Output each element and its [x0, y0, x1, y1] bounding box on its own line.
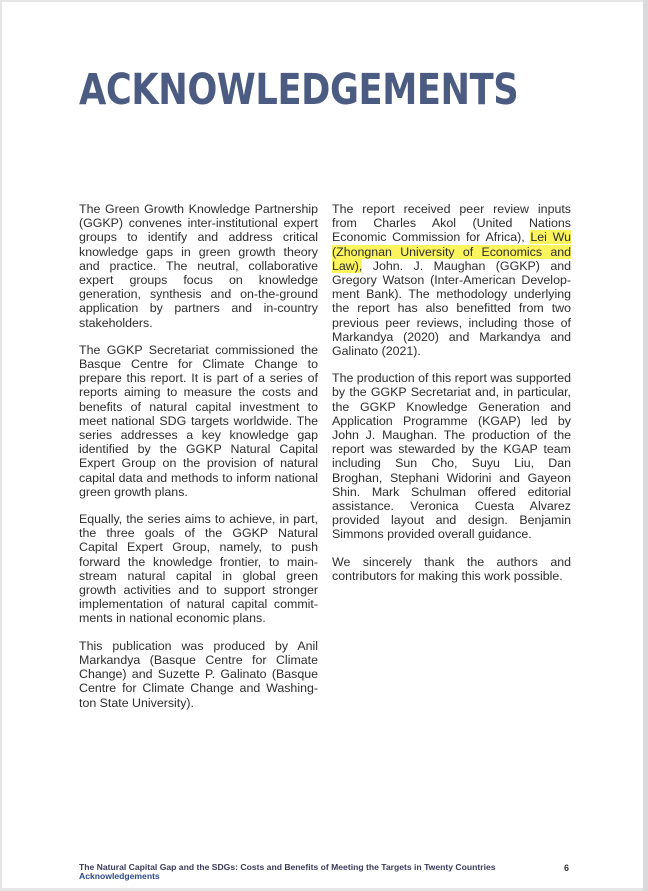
document-page: [2, 2, 643, 888]
page-title: ACKNOWLEDGEMENTS: [79, 65, 519, 115]
paragraph-authors: This publication was produced by Anil Markandya (Basque Centre for Climate Change) and Suzette P. Galinato (Basque Centre for Climate Change and Washington State University).: [79, 638, 318, 710]
right-column: [332, 202, 571, 596]
paragraph-series-goals: Equally, the series aims to achieve, in part, the three goals of the GGKP Natural Capital Expert Group, namely, to push forward the knowledge frontier, to mainstream natural capital in global green growth activities and to support stronger implementation of natural capital commitments in national economic plans.: [79, 512, 318, 626]
peer-review-text-before: The report received peer review inputs from Charles Akol (United Nations Economic Commission for Africa),: [332, 202, 571, 245]
paragraph-ggkp-intro: The Green Growth Knowledge Partnership (GGKP) convenes inter-institutional expert groups to identify and address critical knowledge gaps in green growth theory and practice. The neutral, collaborative expert groups focus on knowledge generation, synthesis and on-the-ground application by partners and in-country stakeholders.: [79, 202, 318, 330]
peer-review-text-after: John. J. Maughan (GGKP) and Gregory Watson (Inter-American Development Bank). The methodology underlying the report has also benefitted from two previous peer reviews, including those of Markandya (2020) and Markandya and Galinato (2021).: [332, 258, 571, 359]
paragraph-peer-review: [332, 202, 571, 358]
paragraph-production: The production of this report was supported by the GGKP Secretariat and, in particular, the GGKP Knowledge Generation and Application Programme (KGAP) led by John J. Maughan. The production of the report was stewarded by the KGAP team including Sun Cho, Suyu Liu, Dan Broghan, Stephani Widorini and Gayeon Shin. Mark Schulman offered editorial assistance. Veronica Cuesta Alvarez provided layout and design. Benjamin Simmons provided overall guidance.: [332, 371, 571, 542]
paragraph-secretariat: The GGKP Secretariat commissioned the Basque Centre for Climate Change to prepare this report. It is part of a series of reports aiming to measure the costs and benefits of natural capital investment to meet national SDG targets worldwide. The series addresses a key knowledge gap identified by the GGKP Natural Capital Expert Group on the provision of natural capital data and methods to inform national green growth plans.: [79, 342, 318, 499]
highlighted-text[interactable]: Lei Wu (Zhongnan University of Economics and Law),: [332, 230, 571, 273]
paragraph-thanks: We sincerely thank the authors and contributors for making this work possible.: [332, 554, 571, 583]
left-column: [79, 202, 318, 723]
footer-report-title: The Natural Capital Gap and the SDGs: Costs and Benefits of Meeting the Targets in Twenty Countries: [79, 862, 496, 872]
viewer-scrollbar[interactable]: [643, 0, 648, 891]
page-footer: [79, 863, 571, 881]
page-number: 6: [564, 863, 570, 873]
footer-section-name: Acknowledgements: [79, 871, 160, 881]
